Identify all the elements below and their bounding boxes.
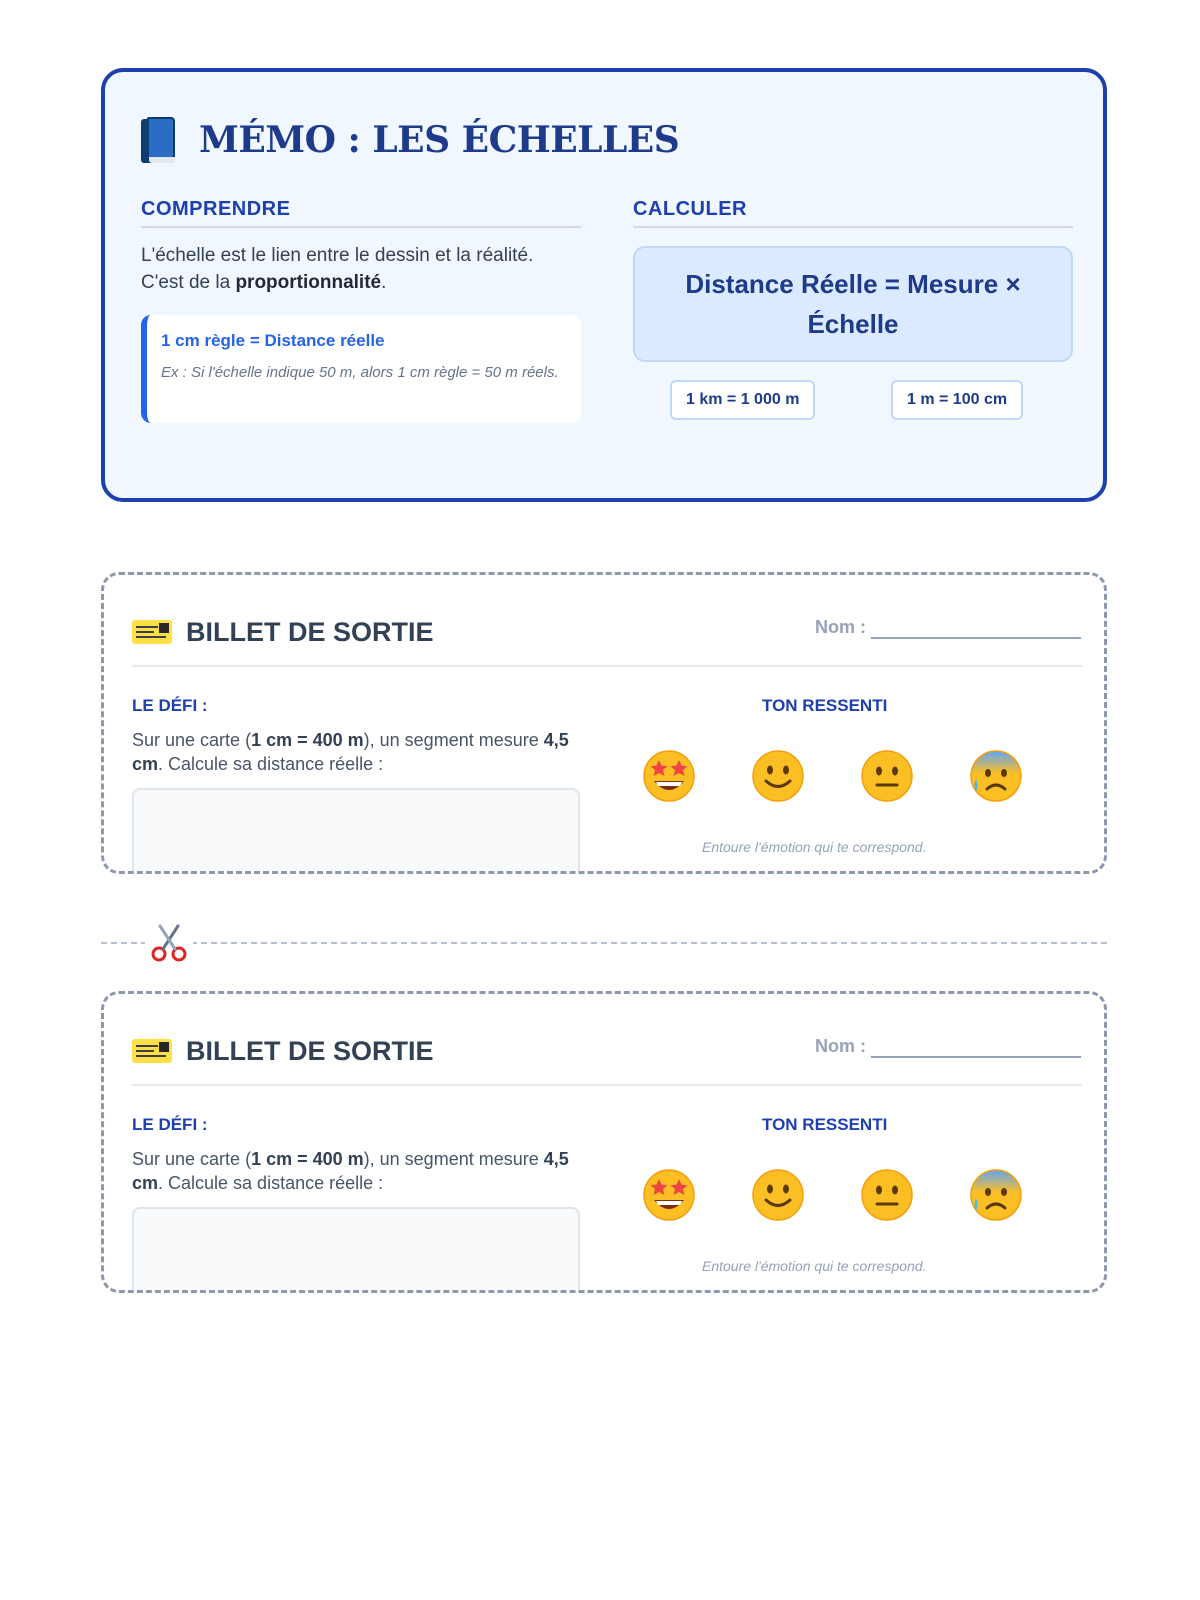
rule-text: 1 cm règle = Distance réelle	[161, 331, 385, 350]
exit-ticket	[101, 991, 1107, 1293]
memo-card	[101, 68, 1107, 502]
ticket-divider	[132, 665, 1082, 667]
memo-header	[141, 112, 679, 168]
memo-definition: L'échelle est le lien entre le dessin et la réalité. C'est de la proportionnalité.	[141, 245, 534, 293]
name-field[interactable]	[871, 637, 1081, 639]
defi-text: Sur une carte (1 cm = 400 m), un segment mesure 4,5 cm. Calcule sa distance réelle :	[132, 1149, 569, 1193]
answer-box[interactable]	[132, 788, 580, 874]
ticket-title: BILLET DE SORTIE	[186, 1035, 434, 1066]
smile-icon[interactable]	[750, 1166, 806, 1222]
ticket-divider	[132, 1084, 1082, 1086]
smile-icon[interactable]	[750, 747, 806, 803]
neutral-face-icon[interactable]	[859, 747, 915, 803]
memo-definition-bold: proportionnalité	[235, 272, 382, 293]
ticket-header	[132, 1034, 434, 1068]
star-struck-icon[interactable]	[641, 1166, 697, 1222]
star-struck-icon[interactable]	[641, 747, 697, 803]
feeling-hint: Entoure l'émotion qui te correspond.	[702, 1258, 927, 1274]
defi-label: LE DÉFI :	[132, 1115, 208, 1134]
name-label: Nom :	[815, 617, 866, 637]
ticket-header	[132, 615, 434, 649]
scissors-icon	[145, 918, 193, 966]
defi-text: Sur une carte (1 cm = 400 m), un segment mesure 4,5 cm. Calcule sa distance réelle :	[132, 730, 569, 774]
ticket-icon	[132, 620, 172, 644]
name-field[interactable]	[871, 1056, 1081, 1058]
conversion-m: 1 m = 100 cm	[891, 380, 1023, 420]
name-label: Nom :	[815, 1036, 866, 1056]
neutral-face-icon[interactable]	[859, 1166, 915, 1222]
memo-title: MÉMO : LES ÉCHELLES	[199, 119, 680, 161]
rule-box	[141, 315, 581, 423]
formula-box: Distance Réelle = Mesure × Échelle	[633, 246, 1073, 362]
anxious-sweat-icon[interactable]	[968, 747, 1024, 803]
book-icon	[141, 117, 175, 163]
cut-line	[101, 942, 1107, 944]
feeling-hint: Entoure l'émotion qui te correspond.	[702, 839, 927, 855]
feeling-label: TON RESSENTI	[762, 1115, 888, 1134]
defi-label: LE DÉFI :	[132, 696, 208, 715]
answer-box[interactable]	[132, 1207, 580, 1293]
exit-ticket	[101, 572, 1107, 874]
ticket-icon	[132, 1039, 172, 1063]
section-title-comprendre: COMPRENDRE	[141, 198, 581, 228]
section-title-calculer: CALCULER	[633, 198, 1073, 228]
conversion-km: 1 km = 1 000 m	[670, 380, 815, 420]
anxious-sweat-icon[interactable]	[968, 1166, 1024, 1222]
feeling-label: TON RESSENTI	[762, 696, 888, 715]
ticket-title: BILLET DE SORTIE	[186, 616, 434, 647]
rule-example: Ex : Si l'échelle indique 50 m, alors 1 cm règle = 50 m réels.	[161, 364, 559, 381]
